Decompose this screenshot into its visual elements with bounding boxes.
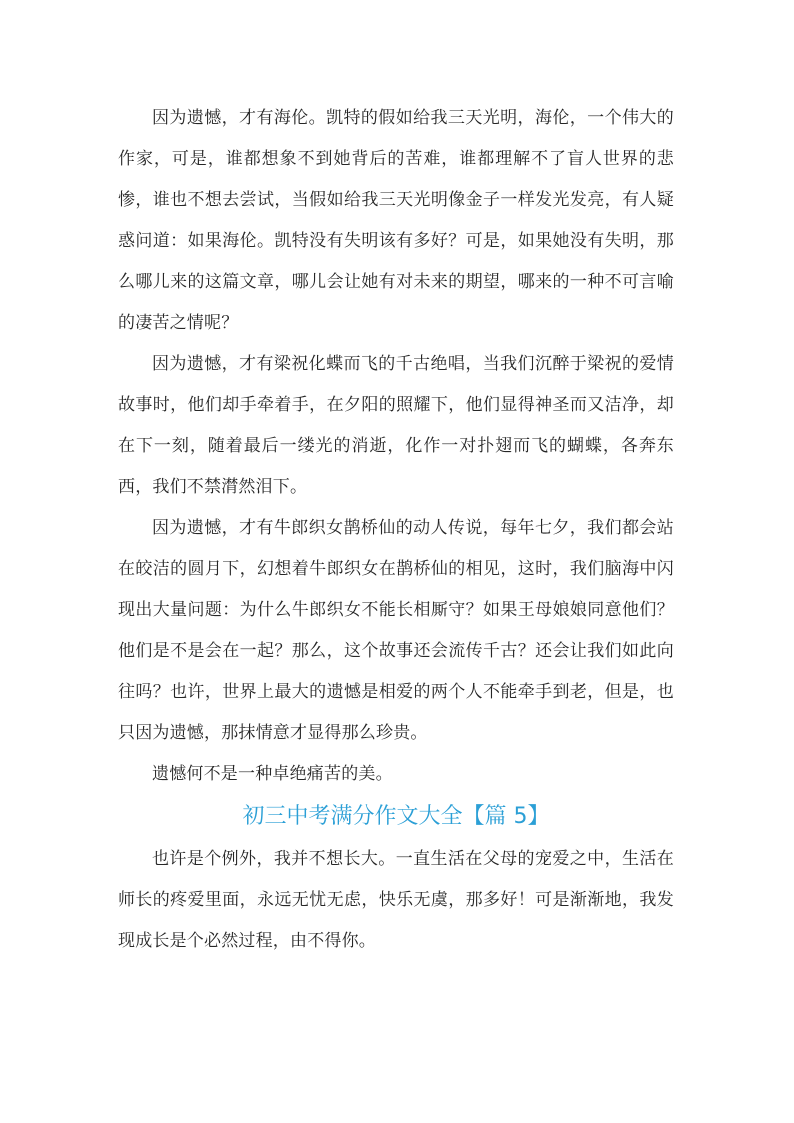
paragraph-cowherd-weaver: 因为遗憾，才有牛郎织女鹊桥仙的动人传说，每年七夕，我们都会站在皎洁的圆月下，幻想着牛郎织女在鹊桥仙的相见，这时，我们脑海中闪现出大量问题：为什么牛郎织女不能长相厮守？如果王母娘娘同意他们？他们是不是会在一起？那么，这个故事还会流传千古？还会让我们如此向往吗？也许，世界上最大的遗憾是相爱的两个人不能牵手到老，但是，也只因为遗憾，那抹情意才显得那么珍贵。 xyxy=(118,518,674,743)
paragraph-helen-keller: 因为遗憾，才有海伦。凯特的假如给我三天光明，海伦，一个伟大的作家，可是，谁都想象不到她背后的苦难，谁都理解不了盲人世界的悲惨，谁也不想去尝试，当假如给我三天光明像金子一样发光发亮，有人疑惑问道：如果海伦。凯特没有失明该有多好？可是，如果她没有失明，那么哪儿来的这篇文章，哪儿会让她有对未来的期望，哪来的一种不可言喻的凄苦之情呢？ xyxy=(118,108,674,333)
paragraph-growing-up: 也许是个例外，我并不想长大。一直生活在父母的宠爱之中，生活在师长的疼爱里面，永远无忧无虑，快乐无虞，那多好！可是渐渐地，我发现成长是个必然过程，由不得你。 xyxy=(118,849,674,951)
section-heading: 初三中考满分作文大全【篇 5】 xyxy=(242,804,550,829)
paragraph-conclusion: 遗憾何不是一种卓绝痛苦的美。 xyxy=(152,764,393,784)
paragraph-butterfly-lovers: 因为遗憾，才有梁祝化蝶而飞的千古绝唱，当我们沉醉于梁祝的爱情故事时，他们却手牵着手，在夕阳的照耀下，他们显得神圣而又洁净，却在下一刻，随着最后一缕光的消逝，化作一对扑翅而飞的蝴蝶，各奔东西，我们不禁潸然泪下。 xyxy=(118,354,674,497)
document-body xyxy=(118,98,674,962)
